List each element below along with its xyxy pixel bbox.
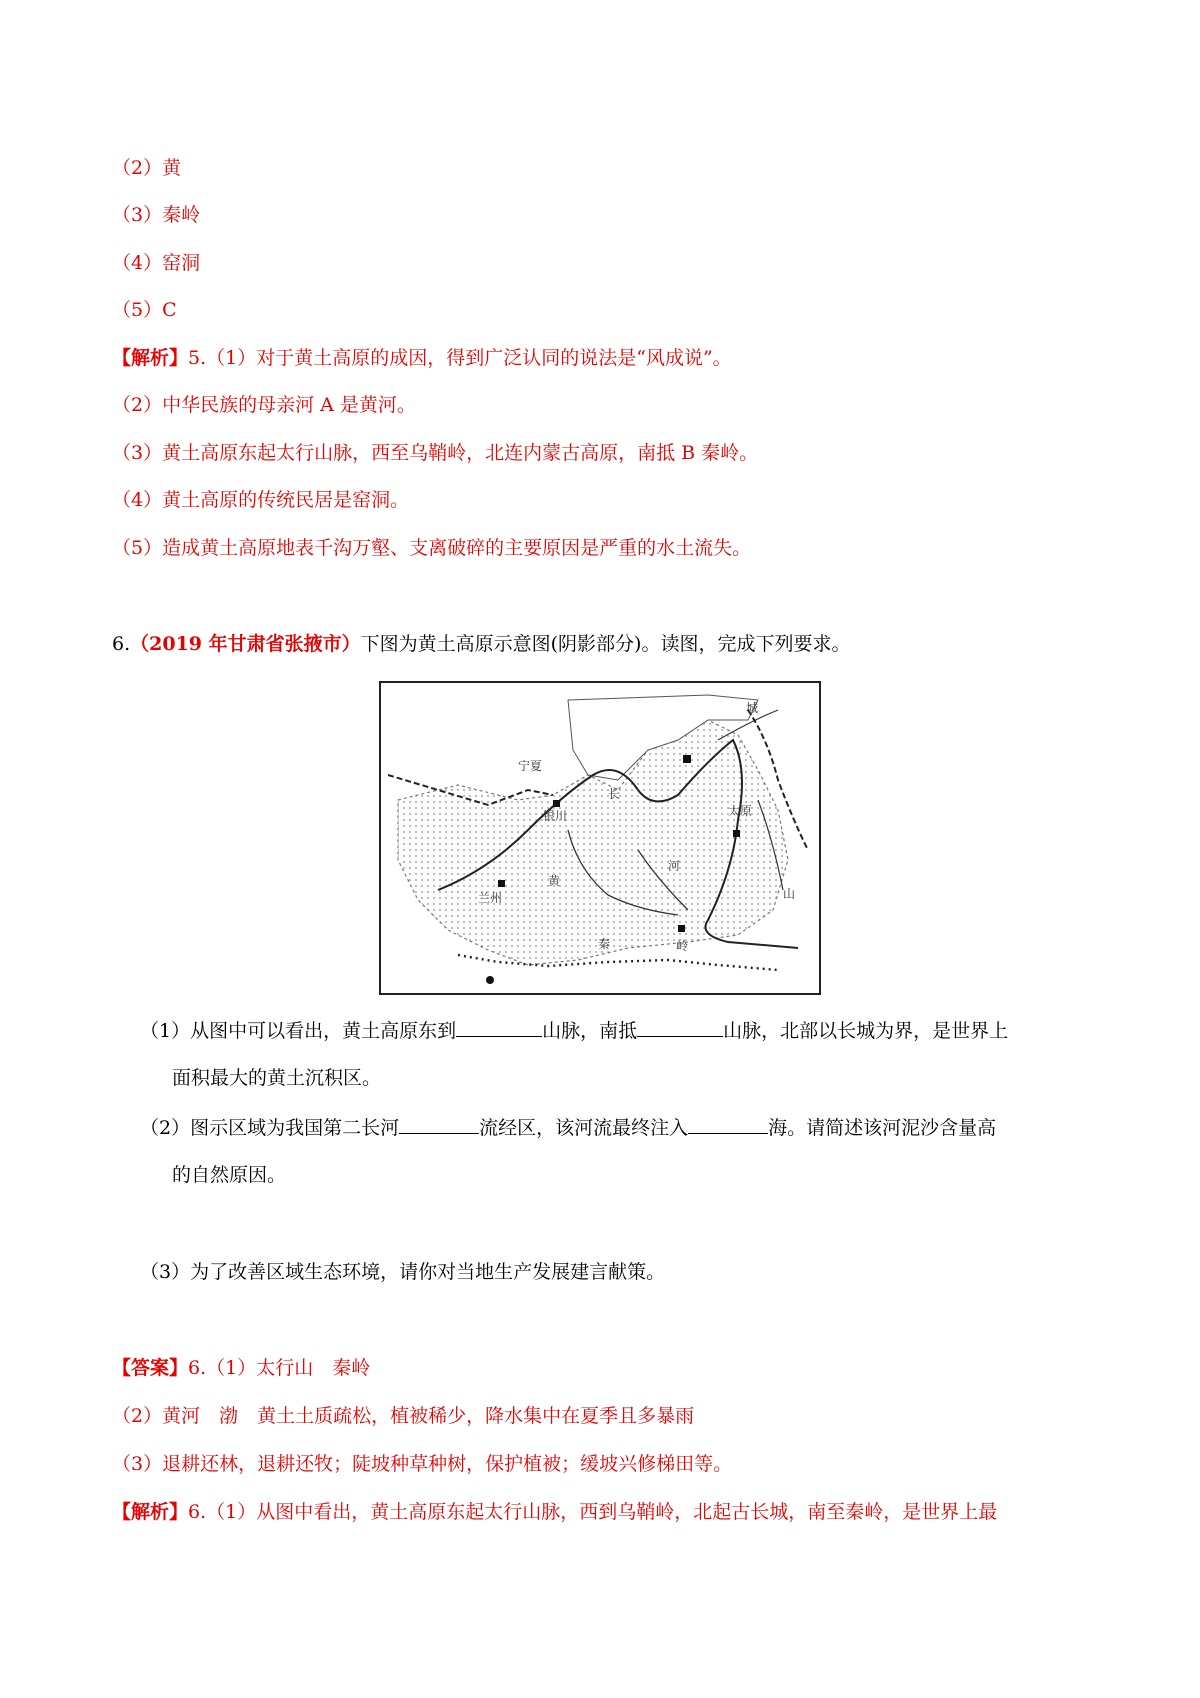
answer-5-4: （4）窑洞 [112,252,201,274]
q6-2-text-c: 海。请简述该河泥沙含量高 [768,1117,997,1139]
answer-6-text-1: 6.（1）太行山 秦岭 [188,1357,371,1379]
q6-1-text-b: 山脉，南抵 [542,1020,638,1042]
question-source: （2019 年甘肃省张掖市） [130,633,361,655]
map-label-ningxia: 宁夏 [518,759,543,773]
answer-6-line-1 [112,1356,370,1380]
analysis-5-line-1 [112,346,732,370]
map-label-huang: 黄 [548,874,561,888]
question-6-1-line-1 [140,1018,1008,1043]
analysis-5-line-5: （5）造成黄土高原地表千沟万壑、支离破碎的主要原因是严重的水土流失。 [112,537,752,559]
q6-2-text-a: （2）图示区域为我国第二长河 [140,1117,400,1139]
map-label-qin: 秦 [598,937,611,951]
map-label-chang: 长 [608,787,621,801]
q6-2-text-b: 流经区，该河流最终注入 [479,1117,689,1139]
blank-sea-name[interactable] [688,1115,768,1134]
blank-river-name[interactable] [399,1115,479,1134]
map-label-ling: 岭 [676,939,689,953]
analysis-5-line-4: （4）黄土高原的传统民居是窑洞。 [112,489,410,511]
blank-east-mountain[interactable] [456,1018,542,1037]
answer-6-line-3: （3）退耕还林，退耕还牧；陡坡种草种树，保护植被；缓坡兴修梯田等。 [112,1453,733,1475]
q6-1-text-a: （1）从图中可以看出，黄土高原东到 [140,1020,457,1042]
question-6-2-line-2: 的自然原因。 [172,1164,287,1186]
blank-south-mountain[interactable] [637,1018,723,1037]
analysis-6-line-1 [112,1500,997,1524]
question-6-1-line-2: 面积最大的黄土沉积区。 [172,1067,382,1089]
analysis-tag: 【解析】 [112,1501,189,1523]
analysis-tag: 【解析】 [112,347,189,369]
question-6-3: （3）为了改善区域生态环境，请你对当地生产发展建言献策。 [140,1261,666,1283]
map-label-taiyuan: 太原 [728,804,753,818]
question-6-stem [112,632,850,656]
map-label-lanzhou: 兰州 [478,891,503,905]
question-number: 6. [112,633,131,655]
answer-5-2: （2）黄 [112,157,182,179]
answer-5-3: （3）秦岭 [112,204,201,226]
analysis-6-text-1: 6.（1）从图中看出，黄土高原东起太行山脉，西到乌鞘岭，北起古长城，南至秦岭，是世界上最 [188,1501,998,1523]
map-label-shan: 山 [783,887,796,901]
map-label-yinchuan: 银川 [543,809,568,823]
map-label-he: 河 [668,859,681,873]
q6-1-text-c: 山脉，北部以长城为界，是世界上 [723,1020,1009,1042]
analysis-5-line-3: （3）黄土高原东起太行山脉，西至乌鞘岭，北连内蒙古高原，南抵 B 秦岭。 [112,442,759,464]
analysis-5-line-2: （2）中华民族的母亲河 A 是黄河。 [112,394,416,416]
answer-6-line-2: （2）黄河 渤 黄土土质疏松，植被稀少，降水集中在夏季且多暴雨 [112,1405,695,1427]
map-label-cheng: 城 [746,701,759,715]
answer-5-5: （5）C [112,299,177,321]
answer-tag: 【答案】 [112,1357,189,1379]
question-stem-text: 下图为黄土高原示意图(阴影部分)。读图，完成下列要求。 [360,633,851,655]
loess-plateau-map [378,680,822,996]
analysis-5-text-1: 5.（1）对于黄土高原的成因，得到广泛认同的说法是“风成说”。 [188,347,732,369]
question-6-2-line-1 [140,1115,996,1140]
